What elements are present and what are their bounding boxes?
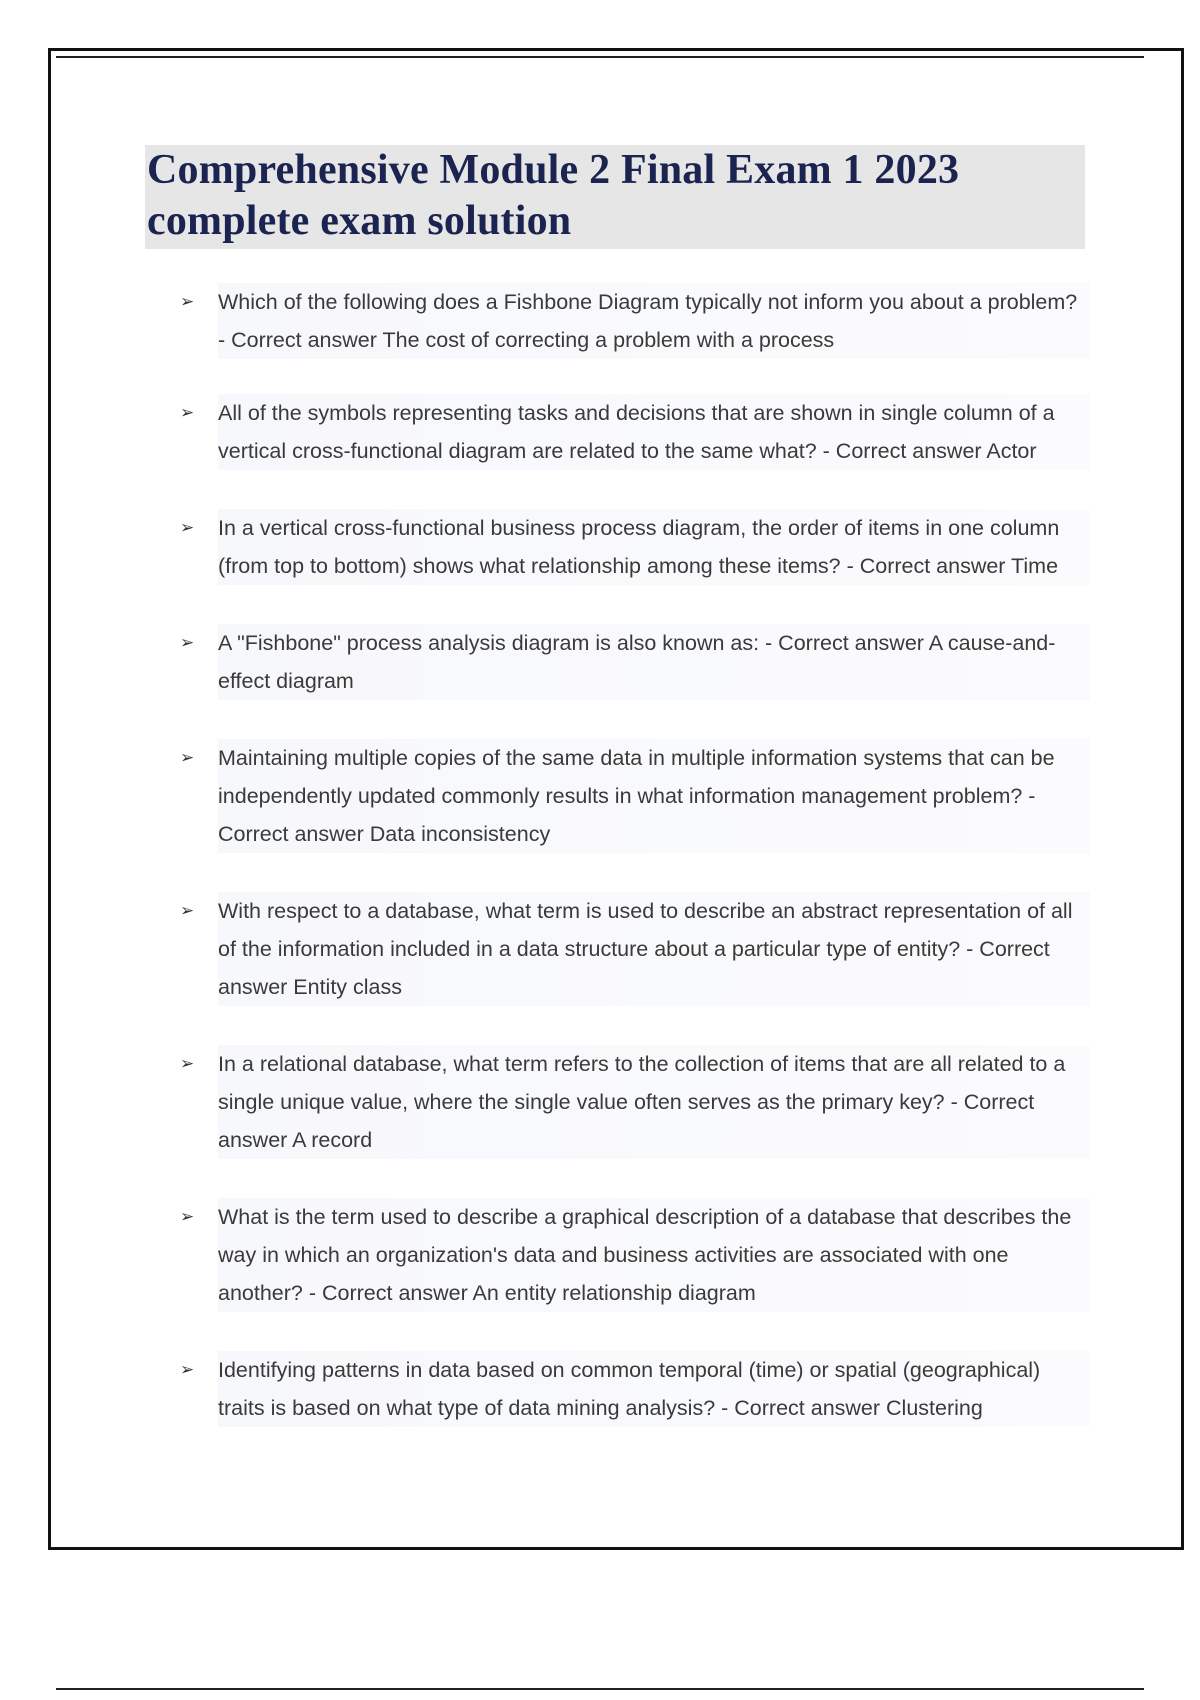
bottom-rule: [56, 1688, 1144, 1690]
list-item: [180, 509, 1090, 585]
qa-text: Identifying patterns in data based on common temporal (time) or spatial (geographical) traits is based on what type of data mining analysis? - Correct answer Clustering: [218, 1351, 1090, 1427]
top-rule: [56, 56, 1144, 58]
list-item: [180, 1045, 1090, 1159]
qa-text: All of the symbols representing tasks and decisions that are shown in single column of a vertical cross-functional diagram are related to the same what? - Correct answer Actor: [218, 394, 1090, 470]
list-item: [180, 1351, 1090, 1427]
arrow-bullet-icon: ➢: [180, 292, 195, 312]
qa-text: In a vertical cross-functional business process diagram, the order of items in one column (from top to bottom) shows what relationship among these items? - Correct answer Time: [218, 509, 1090, 585]
arrow-bullet-icon: ➢: [180, 901, 195, 921]
qa-list: [180, 283, 1090, 1427]
arrow-bullet-icon: ➢: [180, 1360, 195, 1380]
arrow-bullet-icon: ➢: [180, 748, 195, 768]
list-item: [180, 892, 1090, 1006]
qa-text: In a relational database, what term refers to the collection of items that are all related to a single unique value, where the single value often serves as the primary key? - Correct answer A record: [218, 1045, 1090, 1159]
qa-text: Maintaining multiple copies of the same data in multiple information systems that can be independently updated commonly results in what information management problem? - Correct answer Data inconsistency: [218, 739, 1090, 853]
list-item: [180, 739, 1090, 853]
qa-text: What is the term used to describe a graphical description of a database that describes the way in which an organization's data and business activities are associated with one another? - Correct answer An entity relationship diagram: [218, 1198, 1090, 1312]
list-item: [180, 394, 1090, 470]
arrow-bullet-icon: ➢: [180, 518, 195, 538]
title-block: [145, 145, 1085, 249]
arrow-bullet-icon: ➢: [180, 1054, 195, 1074]
arrow-bullet-icon: ➢: [180, 403, 195, 423]
list-item: [180, 1198, 1090, 1312]
qa-text: A "Fishbone" process analysis diagram is also known as: - Correct answer A cause-and-effect diagram: [218, 624, 1090, 700]
arrow-bullet-icon: ➢: [180, 1207, 195, 1227]
list-item: [180, 624, 1090, 700]
qa-text: Which of the following does a Fishbone Diagram typically not inform you about a problem? - Correct answer The cost of correcting a problem with a process: [218, 283, 1090, 359]
arrow-bullet-icon: ➢: [180, 633, 195, 653]
list-item: [180, 283, 1090, 359]
page-title: Comprehensive Module 2 Final Exam 1 2023 complete exam solution: [147, 147, 960, 244]
qa-text: With respect to a database, what term is used to describe an abstract representation of all of the information included in a data structure about a particular type of entity? - Correct answer Entity class: [218, 892, 1090, 1006]
